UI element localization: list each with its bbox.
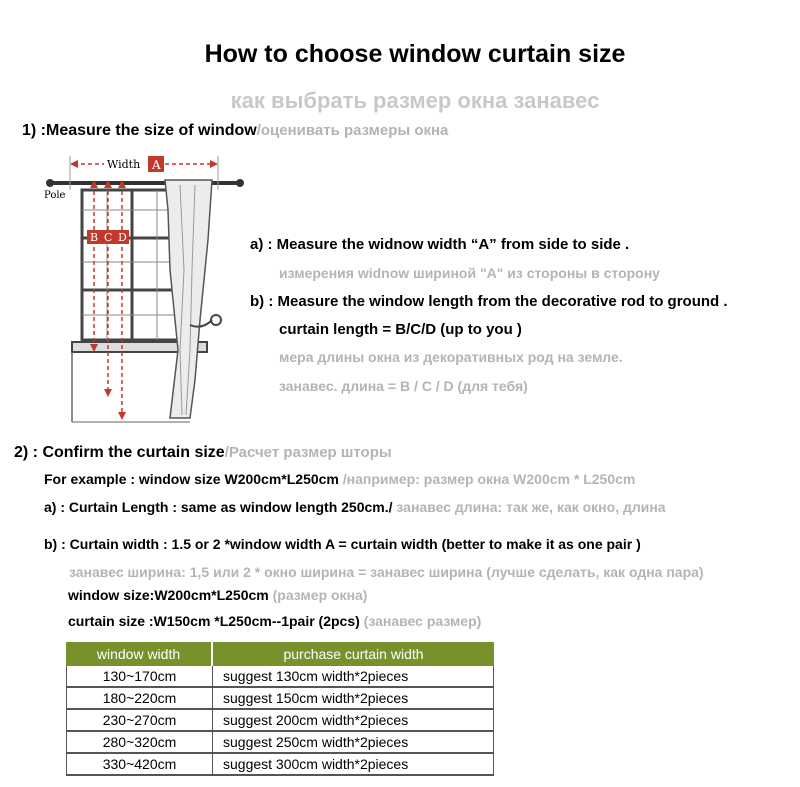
table-header-row <box>66 642 494 666</box>
step-b-ru: мера длины окна из декоративных род на земле. <box>279 349 623 365</box>
page-title: How to choose window curtain size <box>204 40 626 68</box>
section2-heading <box>14 444 392 462</box>
curtain-width-cell: suggest 150cm width*2pieces <box>213 688 494 710</box>
window-width-cell: 330~420cm <box>66 754 213 776</box>
curtain-width-cell: suggest 300cm width*2pieces <box>213 754 494 776</box>
step-a-ru: измерения widnow шириной "A" из стороны в сторону <box>279 265 660 281</box>
window-width-cell: 280~320cm <box>66 732 213 754</box>
step-a-text: a) : Measure the widnow width “A” from side to side . <box>250 236 630 253</box>
section1-heading <box>22 122 448 140</box>
curtain-width-cell: suggest 200cm width*2pieces <box>213 710 494 732</box>
window-size-text: window size:W200cm*L250cm <box>68 587 273 603</box>
curtain-size-ru: (занавес размер) <box>363 613 482 629</box>
window-curtain-illustration <box>40 150 245 425</box>
table-row <box>66 666 494 688</box>
page-title-ru: как выбрать размер окна занавес <box>230 88 600 113</box>
window-width-cell: 130~170cm <box>66 666 213 688</box>
table-row <box>66 688 494 710</box>
window-width-cell: 230~270cm <box>66 710 213 732</box>
curtain-width-ru: занавес ширина: 1,5 или 2 * окно ширина = занавес ширина (лучше сделать, как одна пара) <box>69 564 704 580</box>
pole-label: Pole <box>44 190 66 201</box>
example-ru: /например: размер окна W200cm * L250cm <box>342 471 636 487</box>
header-purchase-curtain-width: purchase curtain width <box>213 642 494 666</box>
header-window-width: window width <box>66 642 213 666</box>
section2-heading-ru: /Расчет размер шторы <box>224 444 392 461</box>
letter-d: D <box>118 231 127 244</box>
curtain-length-line <box>44 499 666 515</box>
step-b-formula: curtain length = B/C/D (up to you ) <box>279 321 522 338</box>
table-row <box>66 732 494 754</box>
example-line <box>44 471 635 487</box>
curtain-size-line <box>68 613 481 629</box>
step-b-formula-ru: занавес. длина = B / C / D (для тебя) <box>279 378 528 394</box>
size-table <box>66 642 494 776</box>
step-b-text: b) : Measure the window length from the decorative rod to ground . <box>250 293 728 310</box>
letter-b: B <box>90 231 99 244</box>
window-width-cell: 180~220cm <box>66 688 213 710</box>
letter-c: C <box>104 231 113 244</box>
curtain-length-text: a) : Curtain Length : same as window length 250cm./ <box>44 499 393 515</box>
section1-heading-ru: /оценивать размеры окна <box>256 122 449 139</box>
curtain-width-text: b) : Curtain width : 1.5 or 2 *window width A = curtain width (better to make it as one pair ) <box>44 536 641 552</box>
section2-heading-en: 2) : Confirm the curtain size <box>14 444 225 461</box>
width-letter: A <box>152 158 161 172</box>
table-row <box>66 710 494 732</box>
curtain-length-ru: занавес длина: так же, как окно, длина <box>392 499 666 515</box>
width-label: Width <box>107 158 141 171</box>
curtain-width-cell: suggest 250cm width*2pieces <box>213 732 494 754</box>
window-size-line <box>68 587 367 603</box>
example-text: For example : window size W200cm*L250cm <box>44 471 343 487</box>
section1-heading-en: 1) :Measure the size of window <box>22 122 257 139</box>
curtain-width-cell: suggest 130cm width*2pieces <box>213 666 494 688</box>
curtain-size-text: curtain size :W150cm *L250cm--1pair (2pcs) <box>68 613 364 629</box>
table-row <box>66 754 494 776</box>
window-size-ru: (размер окна) <box>272 587 368 603</box>
